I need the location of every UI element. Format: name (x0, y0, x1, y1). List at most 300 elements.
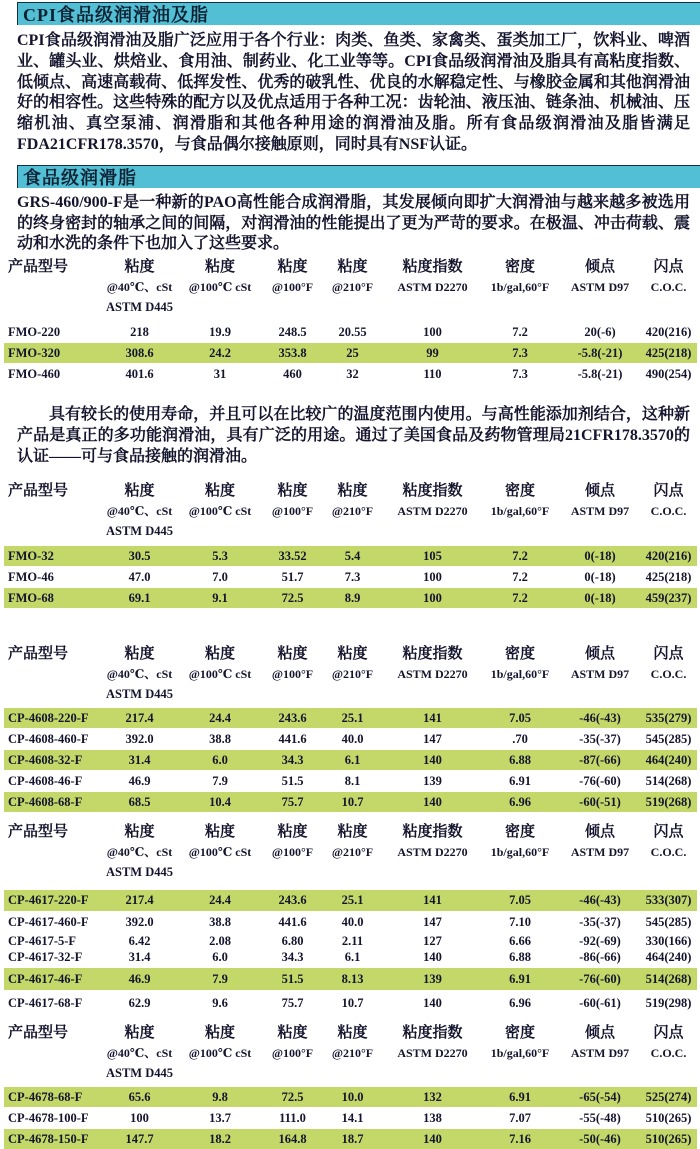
spec-value: 6.96 (509, 794, 531, 809)
spec-value: 46.9 (128, 773, 151, 788)
table-header-row (4, 644, 697, 704)
spec-value: 40.0 (341, 731, 364, 746)
spec-value: 14.1 (341, 1110, 364, 1125)
product-model: CP-4617-46-F (8, 971, 83, 986)
column-header (4, 481, 104, 541)
spec-value: 217.4 (125, 710, 154, 725)
spec-value: 72.5 (281, 1089, 304, 1104)
column-header-line: 闪点 (653, 824, 684, 841)
spec-value: 7.2 (512, 548, 528, 563)
spec-value: 139 (423, 773, 442, 788)
column-header-line: 粘度 (277, 483, 308, 500)
column-header (640, 1023, 697, 1083)
column-header-line: 粘度指数 (402, 259, 463, 276)
column-header (265, 481, 320, 541)
intro-paragraph: CPI食品级润滑油及脂广泛应用于各个行业：肉类、鱼类、家禽类、蛋类加工厂，饮料业、啤酒业、罐头业、烘焙业、食用油、制药业、化工业等等。CPI食品级润滑油及脂具有高粘度指数、低倾点、高速高载荷、低挥发性、优秀的破乳性、优良的水解稳定性、与橡胶金属和其他润滑油好的相容性。这些特殊的配方以及优点适用于各种工况：齿轮油、液压油、链条油、机械油、压缩机油、真空泵浦、润滑脂和其他各种用途的润滑油及脂。所有食品级润滑油及脂皆满足FDA21CFR178.3570，与食品偶尔接触原则，同时具有NSF认证。 (17, 32, 690, 153)
spec-value: 34.3 (281, 752, 304, 767)
column-header (4, 822, 104, 882)
spec-value: 0(-18) (584, 569, 616, 584)
spec-value: 6.91 (509, 773, 531, 788)
spec-value: -46(-43) (579, 710, 621, 725)
spec-value: -60(-61) (579, 996, 621, 1011)
column-header (480, 481, 560, 541)
spec-value: 392.0 (125, 914, 154, 929)
product-model: CP-4608-46-F (8, 773, 83, 788)
spec-value: 6.96 (509, 996, 531, 1011)
column-header (320, 257, 385, 317)
spec-value: 100 (423, 324, 442, 339)
product-model: CP-4617-5-F (8, 933, 77, 948)
spec-value: 514(268) (645, 773, 692, 788)
column-header-line: 粘度指数 (402, 824, 463, 841)
spec-value: 6.0 (212, 949, 228, 964)
spec-value: 140 (423, 1131, 442, 1146)
column-header-line: @40℃、cSt (106, 504, 173, 519)
spec-value: 100 (423, 590, 442, 605)
spec-value: 51.7 (281, 569, 304, 584)
spec-value: 525(274) (645, 1089, 692, 1104)
spec-value: 7.3 (512, 366, 528, 381)
column-header-line: 粘度指数 (402, 483, 463, 500)
spec-value: -55(-48) (579, 1110, 621, 1125)
column-header-line: 密度 (504, 646, 535, 663)
product-model: CP-4617-460-F (8, 914, 89, 929)
spec-value: 34.3 (281, 949, 304, 964)
column-header (385, 257, 480, 317)
spec-value: 51.5 (281, 971, 304, 986)
column-header (640, 257, 697, 317)
spec-value: 31.4 (128, 752, 151, 767)
spec-value: 218 (130, 324, 149, 339)
column-header-line: ASTM D445 (105, 300, 174, 315)
column-header-line: ASTM D445 (105, 524, 174, 539)
spec-value: 105 (423, 548, 442, 563)
spec-value: 6.1 (344, 949, 361, 964)
spec-value: 10.7 (341, 996, 364, 1011)
column-header-line: ASTM D445 (105, 1066, 174, 1081)
column-header (640, 822, 697, 882)
table-row (4, 949, 697, 965)
spec-value: -60(-51) (579, 794, 621, 809)
column-header (104, 1023, 175, 1083)
column-header (480, 822, 560, 882)
spec-value: 6.80 (281, 933, 304, 948)
table-row (4, 1087, 697, 1107)
column-header (385, 481, 480, 541)
column-header-line: 倾点 (584, 1025, 615, 1042)
product-model: CP-4678-100-F (8, 1110, 89, 1125)
column-header-line: ASTM D2270 (397, 504, 468, 519)
spec-value: -87(-66) (579, 752, 621, 767)
column-header (320, 481, 385, 541)
column-header-line: @100°F (271, 667, 314, 682)
table-row (4, 993, 697, 1014)
spec-value: 535(279) (645, 710, 692, 725)
column-header (4, 1023, 104, 1083)
spec-value: 7.05 (509, 710, 531, 725)
column-header (560, 257, 640, 317)
spec-value: 68.5 (128, 794, 151, 809)
column-header-line: ASTM D97 (570, 1046, 630, 1061)
spec-value: 545(285) (645, 914, 692, 929)
spec-value: -50(-46) (579, 1131, 621, 1146)
spec-value: 441.6 (278, 731, 307, 746)
column-header-line: @210°F (331, 667, 374, 682)
column-header-line: @40℃、cSt (106, 667, 173, 682)
table-row (4, 546, 697, 566)
spec-value: 459(237) (645, 590, 692, 605)
spec-value: 72.5 (281, 590, 304, 605)
spec-value: 31.4 (128, 949, 151, 964)
column-header-line: @100℃ cSt (188, 504, 252, 519)
product-model: CP-4608-68-F (8, 794, 83, 809)
column-header-line: ASTM D2270 (397, 667, 468, 682)
spec-value: 7.2 (512, 569, 528, 584)
spec-value: -5.8(-21) (577, 366, 623, 381)
table-row (4, 322, 697, 342)
column-header (104, 822, 175, 882)
spec-value: 99 (426, 345, 439, 360)
spec-value: 30.5 (128, 548, 151, 563)
spec-value: 5.4 (344, 548, 361, 563)
spec-value: 6.66 (509, 933, 531, 948)
table-row (4, 771, 697, 791)
column-header (265, 644, 320, 704)
column-header-line: ASTM D445 (105, 687, 174, 702)
spec-value: 420(216) (645, 324, 692, 339)
spec-value: 2.08 (209, 933, 231, 948)
column-header (175, 257, 265, 317)
spec-value: 420(216) (645, 548, 692, 563)
product-model: CP-4617-32-F (8, 949, 83, 964)
spec-value: 5.3 (212, 548, 228, 563)
table-row (4, 912, 697, 932)
column-header-line: 粘度 (337, 259, 368, 276)
column-header-line: ASTM D97 (570, 280, 630, 295)
column-header (320, 822, 385, 882)
column-header (560, 822, 640, 882)
spec-table-fmo-heavy (4, 257, 697, 384)
column-header-line: @100℃ cSt (188, 667, 252, 682)
column-header-line: 密度 (504, 824, 535, 841)
spec-value: 6.91 (509, 1089, 531, 1104)
spec-value: 6.0 (212, 752, 228, 767)
column-header-line: ASTM D2270 (397, 280, 468, 295)
spec-value: 51.5 (281, 773, 304, 788)
column-header-line: 粘度 (204, 646, 235, 663)
column-header-line: 1b/gal,60°F (490, 667, 550, 682)
spec-value: 20(-6) (584, 324, 616, 339)
spec-value: 140 (423, 996, 442, 1011)
column-header-line: 粘度 (337, 646, 368, 663)
lifespan-paragraph: 具有较长的使用寿命，并且可以在比较广的温度范围内使用。与高性能添加剂结合，这种新产品是真正的多功能润滑油，具有广泛的用途。通过了美国食品及药物管理局21CFR178.3570的认证——可与食品接触的润滑油。 (17, 406, 690, 466)
spec-value: -46(-43) (579, 893, 621, 908)
column-header-line: 产品型号 (8, 483, 69, 500)
spec-value: 401.6 (125, 366, 154, 381)
spec-value: 7.2 (512, 590, 528, 605)
column-header-line: 1b/gal,60°F (490, 504, 550, 519)
spec-value: 425(218) (645, 569, 692, 584)
spec-value: 392.0 (125, 731, 154, 746)
column-header-line: 1b/gal,60°F (490, 280, 550, 295)
spec-value: 140 (423, 949, 442, 964)
table-row (4, 588, 697, 608)
spec-value: 140 (423, 794, 442, 809)
spec-value: 464(240) (645, 949, 692, 964)
column-header (4, 257, 104, 317)
column-header-line: @100°F (271, 280, 314, 295)
column-header-line: 粘度 (124, 1025, 155, 1042)
product-model: FMO-46 (8, 569, 54, 584)
column-header-line: 1b/gal,60°F (490, 845, 550, 860)
column-header (265, 822, 320, 882)
spec-value: 217.4 (125, 893, 154, 908)
product-model: FMO-320 (8, 345, 61, 360)
column-header-line: 粘度 (124, 483, 155, 500)
spec-value: 164.8 (278, 1131, 307, 1146)
spec-value: 62.9 (128, 996, 151, 1011)
table-row (4, 1108, 697, 1128)
spec-value: 65.6 (128, 1089, 151, 1104)
column-header-line: ASTM D97 (570, 504, 630, 519)
spec-value: 8.1 (344, 773, 361, 788)
spec-value: 510(265) (645, 1131, 692, 1146)
spec-value: 31 (213, 366, 227, 381)
column-header-line: 粘度 (277, 259, 308, 276)
spec-value: -35(-37) (579, 731, 621, 746)
spec-value: 75.7 (281, 794, 304, 809)
column-header-line: 粘度 (277, 824, 308, 841)
column-header (560, 1023, 640, 1083)
spec-value: -5.8(-21) (577, 345, 623, 360)
product-model: FMO-220 (8, 324, 61, 339)
column-header-line: 倾点 (584, 483, 615, 500)
spec-value: 243.6 (278, 710, 307, 725)
column-header (480, 257, 560, 317)
table-row (4, 890, 697, 911)
table-row (4, 933, 697, 949)
spec-value: 8.13 (341, 971, 364, 986)
column-header-line: 粘度 (204, 259, 235, 276)
spec-value: 7.3 (512, 345, 528, 360)
spec-value: 7.0 (212, 569, 228, 584)
product-model: CP-4608-460-F (8, 731, 89, 746)
spec-value: 110 (423, 366, 442, 381)
spec-value: 519(268) (645, 794, 692, 809)
spec-value: 10.0 (341, 1089, 364, 1104)
column-header (4, 644, 104, 704)
column-header (104, 644, 175, 704)
column-header-line: 粘度指数 (402, 1025, 463, 1042)
spec-value: -86(-66) (579, 949, 621, 964)
spec-value: 9.1 (212, 590, 228, 605)
table-row (4, 1129, 697, 1149)
column-header-line: ASTM D2270 (397, 845, 468, 860)
spec-table-cp4617 (4, 822, 697, 1014)
product-model: FMO-32 (8, 548, 54, 563)
spec-value: 0(-18) (584, 548, 616, 563)
column-header-line: 密度 (504, 259, 535, 276)
spec-value: 243.6 (278, 893, 307, 908)
column-header (265, 257, 320, 317)
spec-value: 141 (423, 893, 442, 908)
spec-value: 127 (423, 933, 442, 948)
spec-value: 10.7 (341, 794, 364, 809)
column-header-line: ASTM D2270 (397, 1046, 468, 1061)
spec-value: 138 (423, 1110, 442, 1125)
table-header-row (4, 1023, 697, 1083)
spec-value: 6.1 (344, 752, 361, 767)
column-header (320, 644, 385, 704)
spec-value: 9.6 (212, 996, 228, 1011)
column-header (175, 1023, 265, 1083)
product-model: CP-4617-220-F (8, 893, 89, 908)
column-header-line: C.O.C. (650, 845, 687, 860)
spec-value: 38.8 (209, 914, 231, 929)
spec-value: 147.7 (125, 1131, 154, 1146)
spec-value: 510(265) (645, 1110, 692, 1125)
column-header (385, 822, 480, 882)
spec-value: 9.8 (212, 1089, 228, 1104)
column-header-line: @100℃ cSt (188, 1046, 252, 1061)
spec-value: 460 (283, 366, 302, 381)
column-header-line: ASTM D445 (105, 865, 174, 880)
product-model: CP-4608-32-F (8, 752, 83, 767)
column-header-line: 粘度 (277, 1025, 308, 1042)
column-header-line: 产品型号 (8, 259, 69, 276)
spec-value: 24.4 (209, 710, 231, 725)
column-header-line: 粘度 (204, 1025, 235, 1042)
spec-value: 7.16 (509, 1131, 531, 1146)
spec-value: 69.1 (128, 590, 151, 605)
spec-value: 6.88 (509, 752, 531, 767)
column-header-line: 产品型号 (8, 646, 69, 663)
spec-value: 18.2 (209, 1131, 231, 1146)
column-header-line: 粘度 (124, 259, 155, 276)
column-header-line: @210°F (331, 1046, 374, 1061)
table-header-row (4, 481, 697, 541)
spec-value: 7.2 (512, 324, 528, 339)
table-row (4, 567, 697, 587)
spec-value: -76(-60) (579, 773, 621, 788)
column-header (104, 257, 175, 317)
spec-value: 6.88 (509, 949, 531, 964)
column-header-line: 倾点 (584, 646, 615, 663)
column-header (480, 1023, 560, 1083)
column-header-line: 粘度 (337, 824, 368, 841)
column-header-line: ASTM D97 (570, 667, 630, 682)
product-model: CP-4678-68-F (8, 1089, 83, 1104)
column-header-line: 闪点 (653, 1025, 684, 1042)
spec-value: 32 (346, 366, 359, 381)
column-header-line: 产品型号 (8, 1025, 69, 1042)
spec-value: 111.0 (279, 1110, 306, 1125)
table-row (4, 792, 697, 812)
column-header-line: 粘度 (277, 646, 308, 663)
column-header-line: C.O.C. (650, 504, 687, 519)
table-row (4, 729, 697, 749)
spec-value: 441.6 (278, 914, 307, 929)
spec-value: 100 (423, 569, 442, 584)
column-header-line: 密度 (504, 483, 535, 500)
column-header-line: 粘度 (337, 1025, 368, 1042)
spec-value: 0(-18) (584, 590, 616, 605)
spec-value: 248.5 (278, 324, 307, 339)
spec-value: 308.6 (125, 345, 154, 360)
column-header-line: 闪点 (653, 646, 684, 663)
column-header (640, 481, 697, 541)
spec-value: 147 (423, 914, 442, 929)
table-header-row (4, 822, 697, 882)
column-header-line: 闪点 (653, 483, 684, 500)
spec-value: 18.7 (341, 1131, 364, 1146)
spec-value: 13.7 (209, 1110, 231, 1125)
column-header-line: @40℃、cSt (106, 845, 173, 860)
spec-value: 545(285) (645, 731, 692, 746)
column-header-line: 粘度 (124, 824, 155, 841)
column-header-line: @100℃ cSt (188, 845, 252, 860)
table-row (4, 750, 697, 770)
spec-value: -76(-60) (579, 971, 621, 986)
column-header-line: @100°F (271, 504, 314, 519)
spec-value: 139 (423, 971, 442, 986)
spec-value: 10.4 (209, 794, 231, 809)
spec-value: 100 (130, 1110, 149, 1125)
spec-value: 140 (423, 752, 442, 767)
spec-value: 25 (346, 345, 359, 360)
spec-value: -35(-37) (579, 914, 621, 929)
column-header-line: C.O.C. (650, 280, 687, 295)
column-header (104, 481, 175, 541)
column-header (560, 481, 640, 541)
spec-table-cp4608 (4, 644, 697, 812)
spec-value: 7.9 (212, 971, 228, 986)
spec-value: 19.9 (209, 324, 231, 339)
column-header-line: ASTM D97 (570, 845, 630, 860)
column-header (385, 644, 480, 704)
column-header-line: 产品型号 (8, 824, 69, 841)
spec-value: -92(-69) (579, 933, 621, 948)
column-header (640, 644, 697, 704)
section-title-grease: 食品级润滑脂 (23, 167, 137, 188)
section-title-main: CPI食品级润滑油及脂 (23, 5, 209, 25)
column-header-line: @100°F (271, 1046, 314, 1061)
column-header-line: 粘度 (124, 646, 155, 663)
table-row (4, 968, 697, 990)
column-header-line: @210°F (331, 845, 374, 860)
spec-value: -65(-54) (579, 1089, 621, 1104)
spec-value: 6.42 (128, 933, 151, 948)
column-header-line: @100°F (271, 845, 314, 860)
column-header-line: 粘度 (204, 824, 235, 841)
spec-value: .70 (512, 731, 528, 746)
column-header-line: 粘度指数 (402, 646, 463, 663)
spec-value: 25.1 (341, 893, 364, 908)
grease-paragraph: GRS-460/900-F是一种新的PAO高性能合成润滑脂，其发展倾向即扩大润滑油与越来越多被选用的终身密封的轴承之间的间隔，对润滑油的性能提出了更为严苛的要求。在极温、冲击荷载、震动和水洗的条件下也加入了这些要求。 (17, 193, 690, 253)
spec-value: 7.07 (509, 1110, 531, 1125)
column-header-line: 闪点 (653, 259, 684, 276)
spec-value: 7.9 (212, 773, 228, 788)
spec-value: 7.05 (509, 893, 531, 908)
spec-value: 24.2 (209, 345, 231, 360)
spec-value: 353.8 (278, 345, 307, 360)
section-title-bar-main (17, 2, 700, 25)
table-header-row (4, 257, 697, 317)
spec-value: 514(268) (645, 971, 692, 986)
table-row (4, 343, 697, 363)
column-header-line: @210°F (331, 504, 374, 519)
column-header-line: @40℃、cSt (106, 1046, 173, 1061)
